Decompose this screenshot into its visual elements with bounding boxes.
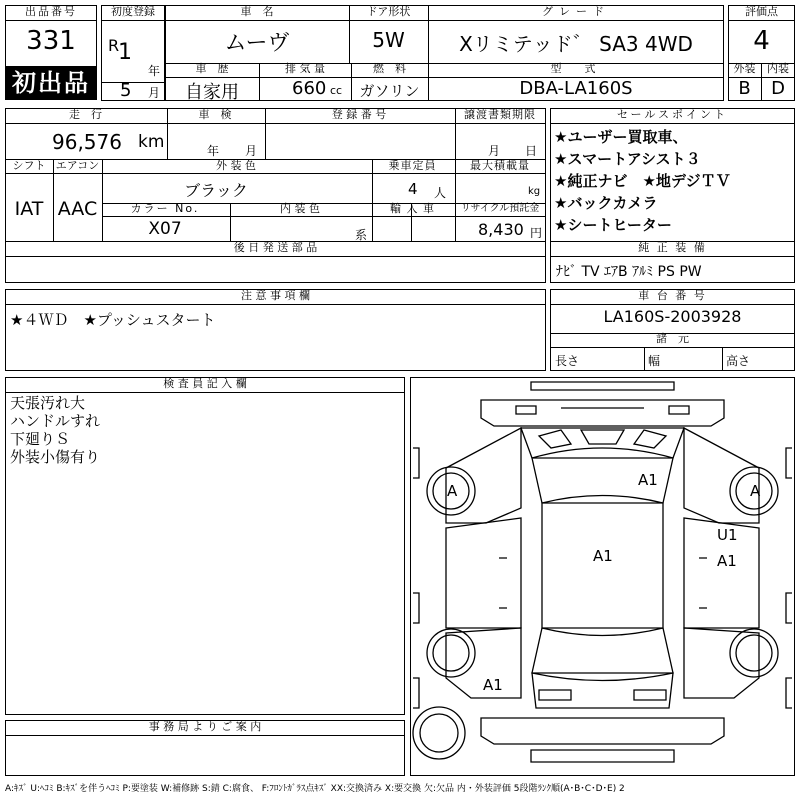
mileage-label: 走 行 xyxy=(69,108,102,121)
color-no-label: カラー No. xyxy=(130,202,200,215)
first-reg-label: 初度登録 xyxy=(111,5,155,18)
damage-mark-front-right-tire: A xyxy=(750,482,761,500)
office-label: 事 務 局 よ り ご 案 内 xyxy=(148,720,262,733)
recycle-label: リサイクル預託金 xyxy=(460,203,540,214)
sales-point-item: ★ユーザー買取車、 xyxy=(554,128,688,146)
damage-mark-right-front-door: A1 xyxy=(717,552,737,570)
mileage-unit: km xyxy=(138,132,165,152)
transfer-label: 譲渡書類期限 xyxy=(464,108,536,121)
displacement-label: 排 気 量 xyxy=(285,62,325,75)
shift-label: シフト xyxy=(12,159,46,172)
capacity-value: 4 xyxy=(408,180,418,198)
recycle-value: 8,430 xyxy=(478,220,524,239)
chassis-label: 車 台 番 号 xyxy=(638,289,707,302)
score-value: 4 xyxy=(753,26,770,56)
mileage-value: 96,576 xyxy=(52,130,122,154)
ext-color-label: 外 装 色 xyxy=(216,159,256,172)
damage-mark-rear-left: A1 xyxy=(483,676,503,694)
exterior-grade: B xyxy=(738,78,751,99)
ext-color-value: ブラック xyxy=(184,181,248,200)
model-value: DBA-LA160S xyxy=(519,78,633,99)
inspector-note: 下廻りＳ xyxy=(10,430,71,448)
ac-label: エアコン xyxy=(55,159,100,172)
car-name-label: 車 名 xyxy=(240,5,274,18)
year-unit: 年 xyxy=(148,64,161,78)
shift-value: IAT xyxy=(14,198,44,220)
notes-text: ★４ＷＤ ★プッシュスタート xyxy=(10,311,216,329)
first-listing-badge: 初出品 xyxy=(5,66,97,100)
grade-value: Xリミテッド゛ SA3 4WD xyxy=(459,32,693,56)
load-unit: kg xyxy=(528,186,541,197)
sales-point-item: ★バックカメラ xyxy=(554,194,658,212)
month-unit: 月 xyxy=(148,86,161,100)
int-color-label: 内 装 色 xyxy=(280,202,320,215)
history-value: 自家用 xyxy=(185,82,239,103)
int-color-unit: 系 xyxy=(355,228,368,242)
history-label: 車 歴 xyxy=(195,62,229,75)
damage-mark-front-left-tire: A xyxy=(447,482,458,500)
inspector-note: 外装小傷有り xyxy=(10,448,101,466)
specs-label: 諸 元 xyxy=(656,332,689,345)
height-label: 高さ xyxy=(726,354,751,368)
exterior-grade-label: 外装 xyxy=(733,62,756,75)
capacity-unit: 人 xyxy=(434,186,447,200)
car-diagram xyxy=(410,377,795,776)
inspector-notes xyxy=(10,394,100,466)
model-label: 型 式 xyxy=(550,62,602,75)
interior-grade-label: 内装 xyxy=(767,62,789,75)
fuel-label: 燃 料 xyxy=(373,62,406,75)
inspector-label: 検 査 員 記 入 欄 xyxy=(163,377,247,390)
era: R xyxy=(108,36,120,55)
month-value: 5 xyxy=(120,80,132,101)
displacement-value: 660 xyxy=(292,78,327,99)
lot-label: 出品番号 xyxy=(25,5,77,18)
sales-points-list xyxy=(554,126,731,236)
lot-number: 331 xyxy=(26,26,76,56)
load-label: 最大積載量 xyxy=(470,159,530,172)
sales-points-label: セールスポイント xyxy=(616,108,728,121)
notes-label: 注 意 事 項 欄 xyxy=(241,289,310,302)
transfer-day-unit: 日 xyxy=(525,144,538,158)
inspection-label: 車 検 xyxy=(198,108,232,121)
color-no-value: X07 xyxy=(148,219,182,239)
capacity-label: 乗車定員 xyxy=(388,159,437,172)
sales-point-item: ★シートヒーター xyxy=(554,216,672,234)
score-label: 評価点 xyxy=(745,5,778,18)
later-parts-label: 後 日 発 送 部 品 xyxy=(233,241,318,254)
fuel-value: ガソリン xyxy=(359,82,420,100)
ac-value: AAC xyxy=(57,198,98,220)
chassis-value: LA160S-2003928 xyxy=(603,307,742,326)
door-label: ドア形状 xyxy=(366,5,411,18)
transfer-month-unit: 月 xyxy=(488,144,501,158)
reg-number-label: 登 録 番 号 xyxy=(331,108,387,121)
grade-label: グレード xyxy=(542,5,610,18)
damage-mark-roof: A1 xyxy=(593,547,613,565)
car-name: ムーヴ xyxy=(224,31,290,56)
sales-point-item: ★純正ナビ ★地デジＴＶ xyxy=(554,172,731,190)
footer-legend: A:ｷｽﾞ U:ﾍｺﾐ B:ｷｽﾞを伴うﾍｺﾐ P:要塗装 W:補修跡 S:錆 C:腐食、 F:ﾌﾛﾝﾄｶﾞﾗｽ点ｷｽﾞ XX:交換済み X:要交換 欠:欠品 内・外装評価 5段階ﾗﾝｸ順(A･B･C･D･E) 2 xyxy=(5,784,625,794)
genuine-equipment-label: 純 正 装 備 xyxy=(638,241,707,254)
import-label: 輸 入 車 xyxy=(390,202,435,215)
damage-mark-right-fender: U1 xyxy=(717,526,738,544)
displacement-unit: cc xyxy=(330,84,343,97)
sales-point-item: ★スマートアシスト３ xyxy=(554,150,701,168)
length-label: 長さ xyxy=(555,354,580,368)
genuine-equipment-value: ﾅﾋﾞ TV ｴｱB ｱﾙﾐ PS PW xyxy=(556,264,702,280)
width-label: 幅 xyxy=(648,354,661,368)
inspector-note: ハンドルすれ xyxy=(10,412,101,430)
inspection-year-unit: 年 xyxy=(207,144,220,158)
inspection-month-unit: 月 xyxy=(245,144,258,158)
recycle-unit: 円 xyxy=(530,226,543,240)
interior-grade: D xyxy=(771,78,785,99)
damage-mark-hood: A1 xyxy=(638,471,658,489)
year-value: 1 xyxy=(118,40,132,65)
door-value: 5W xyxy=(372,28,405,52)
inspector-note: 天張汚れ大 xyxy=(10,394,86,412)
